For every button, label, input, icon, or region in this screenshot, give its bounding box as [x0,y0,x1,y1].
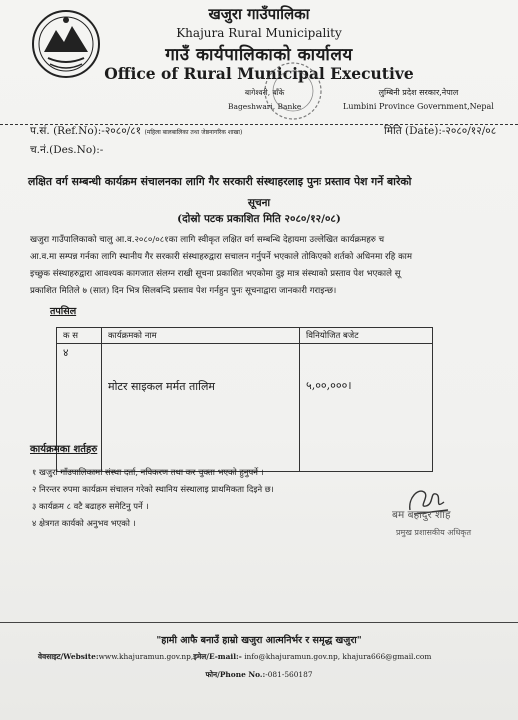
column-header-sn: क स [57,328,102,344]
municipality-name-english: Khajura Rural Municipality [176,26,342,40]
paragraph-line: आ.व.मा सम्पन्न गर्नका लागि स्थानीय गैर सरकारी संस्थाहरुद्वारा सचालन गर्नुपर्ने भएकाले तोकिएको शर्तको अधिनमा रहि काम [30,252,413,262]
details-heading: तपसिल [50,306,77,317]
phone-number: -081-560187 [265,670,313,679]
notice-paragraph [30,232,518,300]
reference-section: (महिला बालबालिका तथा जेष्ठनागरिक शाखा) [144,129,243,136]
cell-sn: ४ [57,344,102,472]
column-header-budget: विनियोजित बजेट [300,328,433,344]
signer-name: बम बहादुर शाह [392,509,451,521]
table-header-row [57,328,433,344]
paragraph-line: प्रकाशित मितिले ७ (सात) दिन भित्र सिलबन्दि प्रस्ताव पेश गर्नहुन पुनः सूचनाद्वारा जानकारी गराइन्छ। [30,286,337,296]
signer-post: प्रमुख प्रशासकीय अधिकृत [396,528,472,537]
office-name-english: Office of Rural Municipal Executive [104,64,414,83]
conditions-heading: कार्यक्रमका शर्तहरु [30,444,98,455]
website-link[interactable]: www.khajuramun.gov.np, [98,652,194,661]
footer-phone [0,670,518,680]
website-label: वेवसाइट/Website: [38,652,99,661]
email-link[interactable]: info@khajuramun.gov.np, khajura666@gmail.com [244,652,432,661]
condition-item: २ निरन्तर रुपमा कार्यक्रम संचालन गरेको स्थानिय संस्थालाइ प्राथमिकता दिइने छ। [32,484,274,494]
address-right: लुम्बिनी प्रदेश सरकार,नेपाल Lumbini Province Government,Nepal [343,88,494,111]
notice-title: लक्षित वर्ग सम्बन्धी कार्यक्रम संचालनका लागि गैर सरकारी संस्थाहरलाइ पुनः प्रस्ताव पेश गर्ने बारेको [28,175,412,188]
document-date: मिति (Date):-२०८०/१२/०८ [384,125,497,137]
footer-slogan: "हामी आफै बनाउँ हाम्रो खजुरा आत्मनिर्भर र समृद्ध खजुरा" [156,635,362,646]
footer-divider [0,622,518,623]
column-header-program: कार्यक्रमको नाम [102,328,300,344]
municipality-name-nepali: खजुरा गाउँपालिका [208,5,310,23]
published-date: (दोस्रो पटक प्रकाशित मिति २०८०/१२/०८) [177,213,341,225]
footer-contacts [38,652,431,662]
paragraph-line: खजुरा गाउँपालिकाको चालु आ.व.२०८०/०८१का लागि स्वीकृत लक्षित वर्ग सम्बन्धि देहायमा उल्लेखित कार्यक्रमहरु च [30,235,385,245]
condition-item: ४ क्षेत्रगत कार्यको अनुभव भएको । [32,518,136,528]
email-label: इमेल/E-mail:- [193,652,242,661]
program-table [56,327,433,472]
dispatch-number: च.नं.(Des.No):- [30,144,104,156]
phone-label: फोन/Phone No.: [205,670,266,679]
address-left: बागेश्वरी, बाँके Bageshwari, Banke [228,88,302,111]
condition-item: ३ कार्यक्रम ८ वटै बढाहरु समेटिनु पर्ने । [32,501,149,511]
condition-item: १ खजुरा गाँउपालिकामा संस्था दर्ता, नविकरण तथा कर चुक्ता भएको हुनुपर्ने । [32,467,264,477]
reference-number: प.सं. (Ref.No):-२०८०/८१ (महिला बालबालिका तथा जेष्ठनागरिक शाखा) [30,125,243,137]
table-row [57,344,433,472]
cell-program-name: मोटर साइकल मर्मत तालिम [102,344,300,472]
paragraph-line: इच्छुक संस्थाहरुद्वारा आवश्यक कागजात संलग्न राखी सूचना प्रकाशित भएकोमा दुइ मात्र संस्थाको प्रस्ताव पेश भएकाले सू [30,269,401,279]
conditions-list [32,464,274,532]
cell-budget: ५,००,०००। [300,344,433,472]
notice-subtitle: सूचना [247,197,271,209]
office-name-nepali: गाउँ कार्यपालिकाको कार्यालय [165,45,353,65]
